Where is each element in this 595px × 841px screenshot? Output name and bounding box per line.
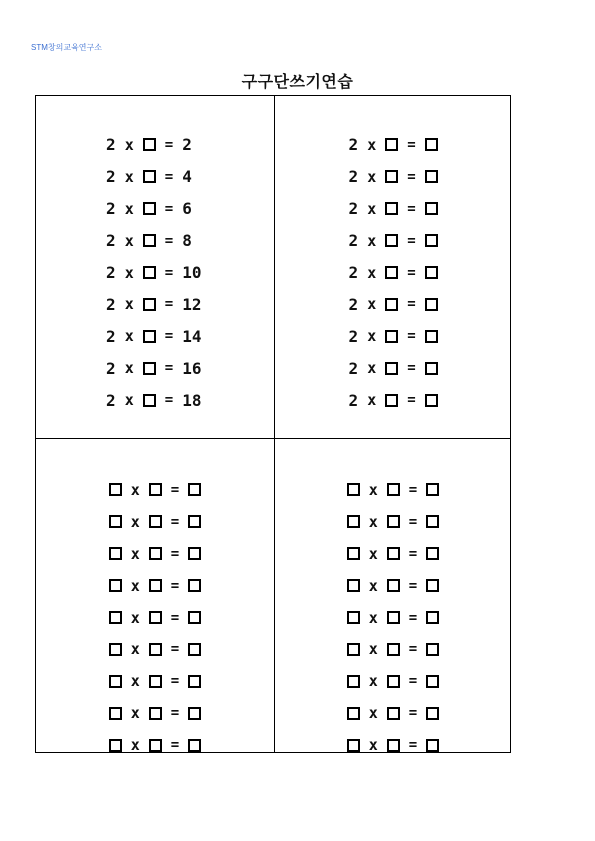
multiplier-blank-box[interactable] — [387, 611, 400, 624]
multiplier-blank-box[interactable] — [149, 643, 162, 656]
multiplicand-blank-box[interactable] — [109, 675, 122, 688]
equals-sign: = — [164, 392, 174, 409]
equals-sign: = — [407, 392, 416, 409]
times-sign: x — [124, 167, 134, 186]
equation-row — [36, 570, 274, 602]
equals-sign: = — [407, 136, 416, 153]
equals-sign: = — [407, 168, 416, 185]
multiplier-blank-box[interactable] — [387, 739, 400, 752]
equals-sign: = — [408, 705, 418, 722]
equation-row — [274, 225, 512, 257]
product-blank-box[interactable] — [425, 234, 438, 247]
multiplier-blank-box[interactable] — [149, 707, 162, 720]
equals-sign: = — [408, 641, 418, 658]
multiplicand-blank-box[interactable] — [109, 515, 122, 528]
equals-sign: = — [407, 200, 416, 217]
equation-row — [274, 538, 512, 570]
equals-sign: = — [407, 360, 416, 377]
multiplier-blank-box[interactable] — [143, 202, 156, 215]
multiplicand: 2 — [348, 263, 359, 282]
equals-sign: = — [164, 360, 174, 377]
quadrant-bottom-left — [36, 474, 274, 761]
equals-sign: = — [170, 545, 180, 562]
multiplier-blank-box[interactable] — [385, 202, 398, 215]
multiplicand-blank-box[interactable] — [109, 483, 122, 496]
equation-row — [36, 288, 274, 320]
multiplicand-blank-box[interactable] — [347, 739, 360, 752]
equals-sign: = — [164, 168, 174, 185]
product-value: 14 — [182, 326, 202, 346]
multiplicand: 2 — [105, 294, 116, 314]
worksheet-grid — [35, 95, 511, 753]
multiplier-blank-box[interactable] — [385, 234, 398, 247]
times-sign: x — [124, 135, 134, 154]
times-sign: x — [368, 576, 378, 595]
times-sign: x — [368, 672, 378, 691]
multiplier-blank-box[interactable] — [149, 675, 162, 688]
multiplicand-blank-box[interactable] — [347, 643, 360, 656]
equals-sign: = — [170, 513, 180, 530]
equals-sign: = — [408, 577, 418, 594]
product-blank-box[interactable] — [426, 739, 439, 752]
times-sign: x — [367, 391, 377, 410]
times-sign: x — [368, 544, 378, 563]
times-sign: x — [130, 544, 140, 563]
multiplier-blank-box[interactable] — [149, 483, 162, 496]
equation-row — [36, 225, 274, 257]
multiplier-blank-box[interactable] — [149, 515, 162, 528]
product-value: 18 — [182, 390, 202, 410]
product-blank-box[interactable] — [425, 330, 438, 343]
multiplier-blank-box[interactable] — [385, 362, 398, 375]
times-sign: x — [368, 512, 378, 531]
multiplier-blank-box[interactable] — [387, 579, 400, 592]
times-sign: x — [368, 704, 378, 723]
times-sign: x — [367, 295, 377, 314]
multiplicand-blank-box[interactable] — [347, 579, 360, 592]
product-blank-box[interactable] — [426, 483, 439, 496]
product-value: 16 — [182, 358, 202, 378]
multiplier-blank-box[interactable] — [143, 298, 156, 311]
quadrant-top-right — [274, 129, 512, 416]
times-sign: x — [130, 736, 140, 755]
multiplicand: 2 — [348, 167, 359, 187]
multiplicand-blank-box[interactable] — [347, 515, 360, 528]
equation-row — [274, 193, 512, 225]
equation-row — [36, 665, 274, 697]
multiplicand: 2 — [348, 326, 359, 346]
equals-sign: = — [407, 264, 416, 281]
equation-row — [36, 384, 274, 416]
equals-sign: = — [408, 481, 418, 498]
product-blank-box[interactable] — [426, 707, 439, 720]
multiplicand-blank-box[interactable] — [109, 579, 122, 592]
multiplier-blank-box[interactable] — [387, 515, 400, 528]
equation-row — [36, 129, 274, 161]
quadrant-bottom-right — [274, 474, 512, 761]
product-value: 12 — [182, 294, 202, 314]
multiplier-blank-box[interactable] — [387, 707, 400, 720]
times-sign: x — [130, 672, 140, 691]
product-blank-box[interactable] — [426, 675, 439, 688]
brand-label: STM창의교육연구소 — [31, 43, 102, 52]
times-sign: x — [367, 231, 377, 250]
equals-sign: = — [164, 200, 174, 217]
multiplier-blank-box[interactable] — [149, 579, 162, 592]
product-blank-box[interactable] — [426, 611, 439, 624]
product-blank-box[interactable] — [425, 202, 438, 215]
multiplier-blank-box[interactable] — [149, 547, 162, 560]
equation-row — [274, 352, 512, 384]
product-blank-box[interactable] — [188, 547, 201, 560]
equation-row — [274, 288, 512, 320]
times-sign: x — [124, 391, 134, 410]
equals-sign: = — [164, 328, 174, 345]
equation-row — [36, 474, 274, 506]
times-sign: x — [367, 135, 377, 154]
multiplier-blank-box[interactable] — [387, 547, 400, 560]
equation-row — [36, 257, 274, 289]
multiplier-blank-box[interactable] — [143, 362, 156, 375]
equation-row — [274, 570, 512, 602]
multiplicand-blank-box[interactable] — [109, 739, 122, 752]
multiplier-blank-box[interactable] — [143, 234, 156, 247]
horizontal-divider — [36, 438, 510, 439]
equation-row — [274, 129, 512, 161]
multiplier-blank-box[interactable] — [143, 138, 156, 151]
product-value: 10 — [182, 263, 202, 282]
product-value: 8 — [182, 231, 192, 251]
times-sign: x — [124, 231, 134, 250]
equals-sign: = — [408, 673, 418, 690]
multiplicand-blank-box[interactable] — [109, 643, 122, 656]
multiplicand-blank-box[interactable] — [347, 611, 360, 624]
equation-row — [274, 161, 512, 193]
times-sign: x — [368, 480, 378, 499]
multiplicand-blank-box[interactable] — [347, 675, 360, 688]
times-sign: x — [130, 480, 140, 499]
equation-row — [36, 729, 274, 761]
multiplicand: 2 — [105, 358, 116, 378]
equals-sign: = — [164, 264, 174, 281]
multiplicand: 2 — [348, 231, 359, 251]
multiplicand-blank-box[interactable] — [109, 707, 122, 720]
multiplicand: 2 — [105, 135, 116, 155]
equation-row — [274, 665, 512, 697]
product-blank-box[interactable] — [188, 675, 201, 688]
multiplier-blank-box[interactable] — [149, 611, 162, 624]
equals-sign: = — [170, 609, 180, 626]
times-sign: x — [368, 608, 378, 627]
multiplicand: 2 — [105, 231, 116, 251]
multiplier-blank-box[interactable] — [143, 266, 156, 279]
multiplicand-blank-box[interactable] — [347, 483, 360, 496]
page-title: 구구단쓰기연습 — [241, 72, 354, 91]
times-sign: x — [124, 359, 134, 378]
multiplier-blank-box[interactable] — [387, 643, 400, 656]
multiplicand: 2 — [348, 199, 359, 219]
product-blank-box[interactable] — [426, 547, 439, 560]
times-sign: x — [124, 263, 134, 282]
times-sign: x — [130, 576, 140, 595]
times-sign: x — [367, 167, 377, 186]
equation-row — [36, 352, 274, 384]
times-sign: x — [124, 327, 134, 346]
equation-row — [274, 729, 512, 761]
equals-sign: = — [407, 328, 416, 345]
multiplier-blank-box[interactable] — [387, 483, 400, 496]
multiplier-blank-box[interactable] — [143, 170, 156, 183]
product-blank-box[interactable] — [426, 579, 439, 592]
product-blank-box[interactable] — [188, 707, 201, 720]
times-sign: x — [368, 640, 378, 659]
product-blank-box[interactable] — [425, 266, 438, 279]
equals-sign: = — [164, 232, 174, 249]
equation-row — [36, 602, 274, 634]
multiplicand: 2 — [348, 358, 359, 378]
product-blank-box[interactable] — [188, 579, 201, 592]
multiplier-blank-box[interactable] — [149, 739, 162, 752]
product-value: 4 — [182, 167, 192, 187]
product-blank-box[interactable] — [426, 643, 439, 656]
equals-sign: = — [170, 641, 180, 658]
multiplicand: 2 — [348, 135, 359, 155]
equation-row — [274, 633, 512, 665]
multiplicand-blank-box[interactable] — [347, 547, 360, 560]
times-sign: x — [130, 704, 140, 723]
product-blank-box[interactable] — [425, 298, 438, 311]
product-value: 2 — [182, 135, 192, 155]
multiplicand-blank-box[interactable] — [347, 707, 360, 720]
multiplier-blank-box[interactable] — [385, 138, 398, 151]
multiplier-blank-box[interactable] — [387, 675, 400, 688]
multiplicand: 2 — [348, 390, 359, 410]
product-blank-box[interactable] — [188, 739, 201, 752]
equation-row — [36, 633, 274, 665]
multiplier-blank-box[interactable] — [143, 330, 156, 343]
equals-sign: = — [408, 545, 418, 562]
multiplier-blank-box[interactable] — [385, 394, 398, 407]
times-sign: x — [130, 608, 140, 627]
equation-row — [36, 697, 274, 729]
multiplicand: 2 — [105, 199, 116, 219]
times-sign: x — [367, 263, 377, 282]
multiplicand: 2 — [105, 326, 116, 346]
multiplicand-blank-box[interactable] — [109, 611, 122, 624]
multiplicand: 2 — [105, 263, 116, 282]
multiplier-blank-box[interactable] — [385, 298, 398, 311]
times-sign: x — [130, 512, 140, 531]
product-blank-box[interactable] — [188, 483, 201, 496]
product-blank-box[interactable] — [188, 643, 201, 656]
equals-sign: = — [408, 609, 418, 626]
equation-row — [274, 384, 512, 416]
equation-row — [274, 697, 512, 729]
multiplier-blank-box[interactable] — [385, 170, 398, 183]
product-blank-box[interactable] — [188, 515, 201, 528]
equation-row — [274, 257, 512, 289]
times-sign: x — [124, 199, 134, 218]
equation-row — [274, 602, 512, 634]
equals-sign: = — [408, 737, 418, 754]
product-value: 6 — [182, 199, 192, 219]
product-blank-box[interactable] — [425, 170, 438, 183]
times-sign: x — [130, 640, 140, 659]
equation-row — [274, 320, 512, 352]
equals-sign: = — [407, 232, 416, 249]
product-blank-box[interactable] — [426, 515, 439, 528]
equation-row — [274, 474, 512, 506]
times-sign: x — [367, 327, 377, 346]
equals-sign: = — [170, 737, 180, 754]
equation-row — [274, 506, 512, 538]
equation-row — [36, 538, 274, 570]
equals-sign: = — [170, 705, 180, 722]
multiplicand: 2 — [348, 294, 359, 314]
multiplier-blank-box[interactable] — [385, 330, 398, 343]
equals-sign: = — [170, 673, 180, 690]
equals-sign: = — [170, 577, 180, 594]
product-blank-box[interactable] — [425, 362, 438, 375]
multiplicand: 2 — [105, 390, 116, 410]
multiplier-blank-box[interactable] — [143, 394, 156, 407]
product-blank-box[interactable] — [188, 611, 201, 624]
equals-sign: = — [170, 481, 180, 498]
times-sign: x — [367, 199, 377, 218]
multiplier-blank-box[interactable] — [385, 266, 398, 279]
equals-sign: = — [164, 136, 174, 153]
product-blank-box[interactable] — [425, 138, 438, 151]
equals-sign: = — [408, 513, 418, 530]
product-blank-box[interactable] — [425, 394, 438, 407]
multiplicand: 2 — [105, 167, 116, 187]
equation-row — [36, 193, 274, 225]
times-sign: x — [124, 295, 134, 314]
times-sign: x — [367, 359, 377, 378]
equals-sign: = — [407, 296, 416, 313]
equation-row — [36, 320, 274, 352]
multiplicand-blank-box[interactable] — [109, 547, 122, 560]
equals-sign: = — [164, 296, 174, 313]
equation-row — [36, 161, 274, 193]
times-sign: x — [368, 736, 378, 755]
quadrant-top-left — [36, 129, 274, 416]
equation-row — [36, 506, 274, 538]
